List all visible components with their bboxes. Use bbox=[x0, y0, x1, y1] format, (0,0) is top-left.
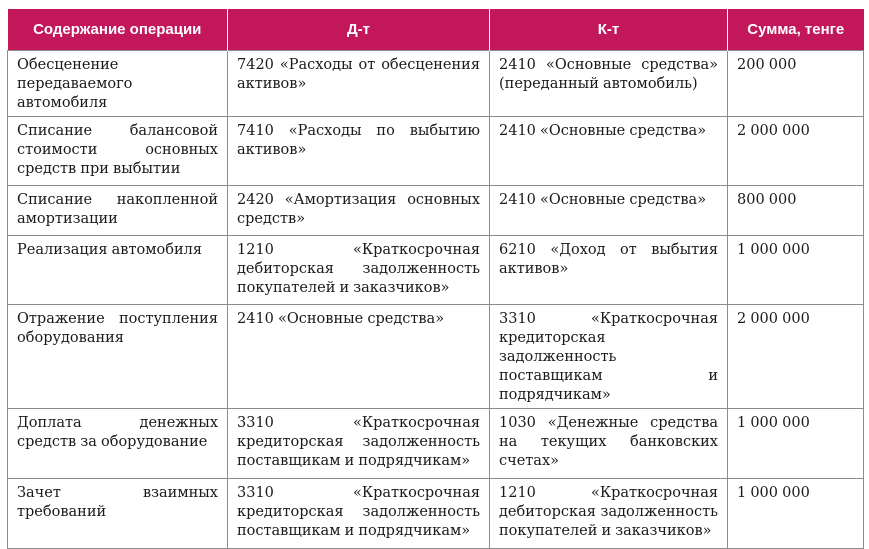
debit-cell: 1210 «Краткосрочная дебиторская задолженность покупателей и заказчиков» bbox=[228, 236, 490, 305]
operation-cell: Списание накопленной амортизации bbox=[8, 186, 228, 236]
table-row bbox=[8, 186, 864, 236]
debit-cell: 3310 «Краткосрочная кредиторская задолженность поставщикам и подрядчикам» bbox=[228, 479, 490, 549]
table-body bbox=[8, 51, 864, 549]
credit-cell: 2410 «Основные средства» bbox=[490, 117, 728, 186]
header-operation: Содержание операции bbox=[8, 9, 228, 51]
header-amount: Сумма, тенге bbox=[728, 9, 864, 51]
operation-cell: Обесценение передаваемого автомобиля bbox=[8, 51, 228, 117]
operation-cell: Доплата денежных средств за оборудование bbox=[8, 409, 228, 479]
amount-cell: 1 000 000 bbox=[728, 479, 864, 549]
table-row bbox=[8, 409, 864, 479]
amount-cell: 1 000 000 bbox=[728, 236, 864, 305]
table-row bbox=[8, 236, 864, 305]
operation-cell: Реализация автомобиля bbox=[8, 236, 228, 305]
debit-cell: 2420 «Амортизация основных средств» bbox=[228, 186, 490, 236]
header-debit: Д-т bbox=[228, 9, 490, 51]
credit-cell: 1210 «Краткосрочная дебиторская задолженность покупателей и заказчиков» bbox=[490, 479, 728, 549]
amount-cell: 1 000 000 bbox=[728, 409, 864, 479]
amount-cell: 2 000 000 bbox=[728, 305, 864, 409]
amount-cell: 200 000 bbox=[728, 51, 864, 117]
table-row bbox=[8, 479, 864, 549]
operation-cell: Списание балансовой стоимости основных средств при выбытии bbox=[8, 117, 228, 186]
amount-cell: 800 000 bbox=[728, 186, 864, 236]
header-row bbox=[8, 9, 864, 51]
credit-cell: 2410 «Основные средства» (переданный автомобиль) bbox=[490, 51, 728, 117]
operations-table bbox=[7, 9, 864, 549]
operation-cell: Зачет взаимных требований bbox=[8, 479, 228, 549]
operation-cell: Отражение поступления оборудования bbox=[8, 305, 228, 409]
table-row bbox=[8, 51, 864, 117]
table-row bbox=[8, 305, 864, 409]
table-row bbox=[8, 117, 864, 186]
amount-cell: 2 000 000 bbox=[728, 117, 864, 186]
credit-cell: 1030 «Денежные средства на текущих банковских счетах» bbox=[490, 409, 728, 479]
debit-cell: 3310 «Краткосрочная кредиторская задолженность поставщикам и подрядчикам» bbox=[228, 409, 490, 479]
credit-cell: 3310 «Краткосрочная кредиторская задолженность поставщикам и подрядчикам» bbox=[490, 305, 728, 409]
credit-cell: 6210 «Доход от выбытия активов» bbox=[490, 236, 728, 305]
credit-cell: 2410 «Основные средства» bbox=[490, 186, 728, 236]
debit-cell: 7420 «Расходы от обесценения активов» bbox=[228, 51, 490, 117]
table-header bbox=[8, 9, 864, 51]
debit-cell: 7410 «Расходы по выбытию активов» bbox=[228, 117, 490, 186]
debit-cell: 2410 «Основные средства» bbox=[228, 305, 490, 409]
header-credit: К-т bbox=[490, 9, 728, 51]
